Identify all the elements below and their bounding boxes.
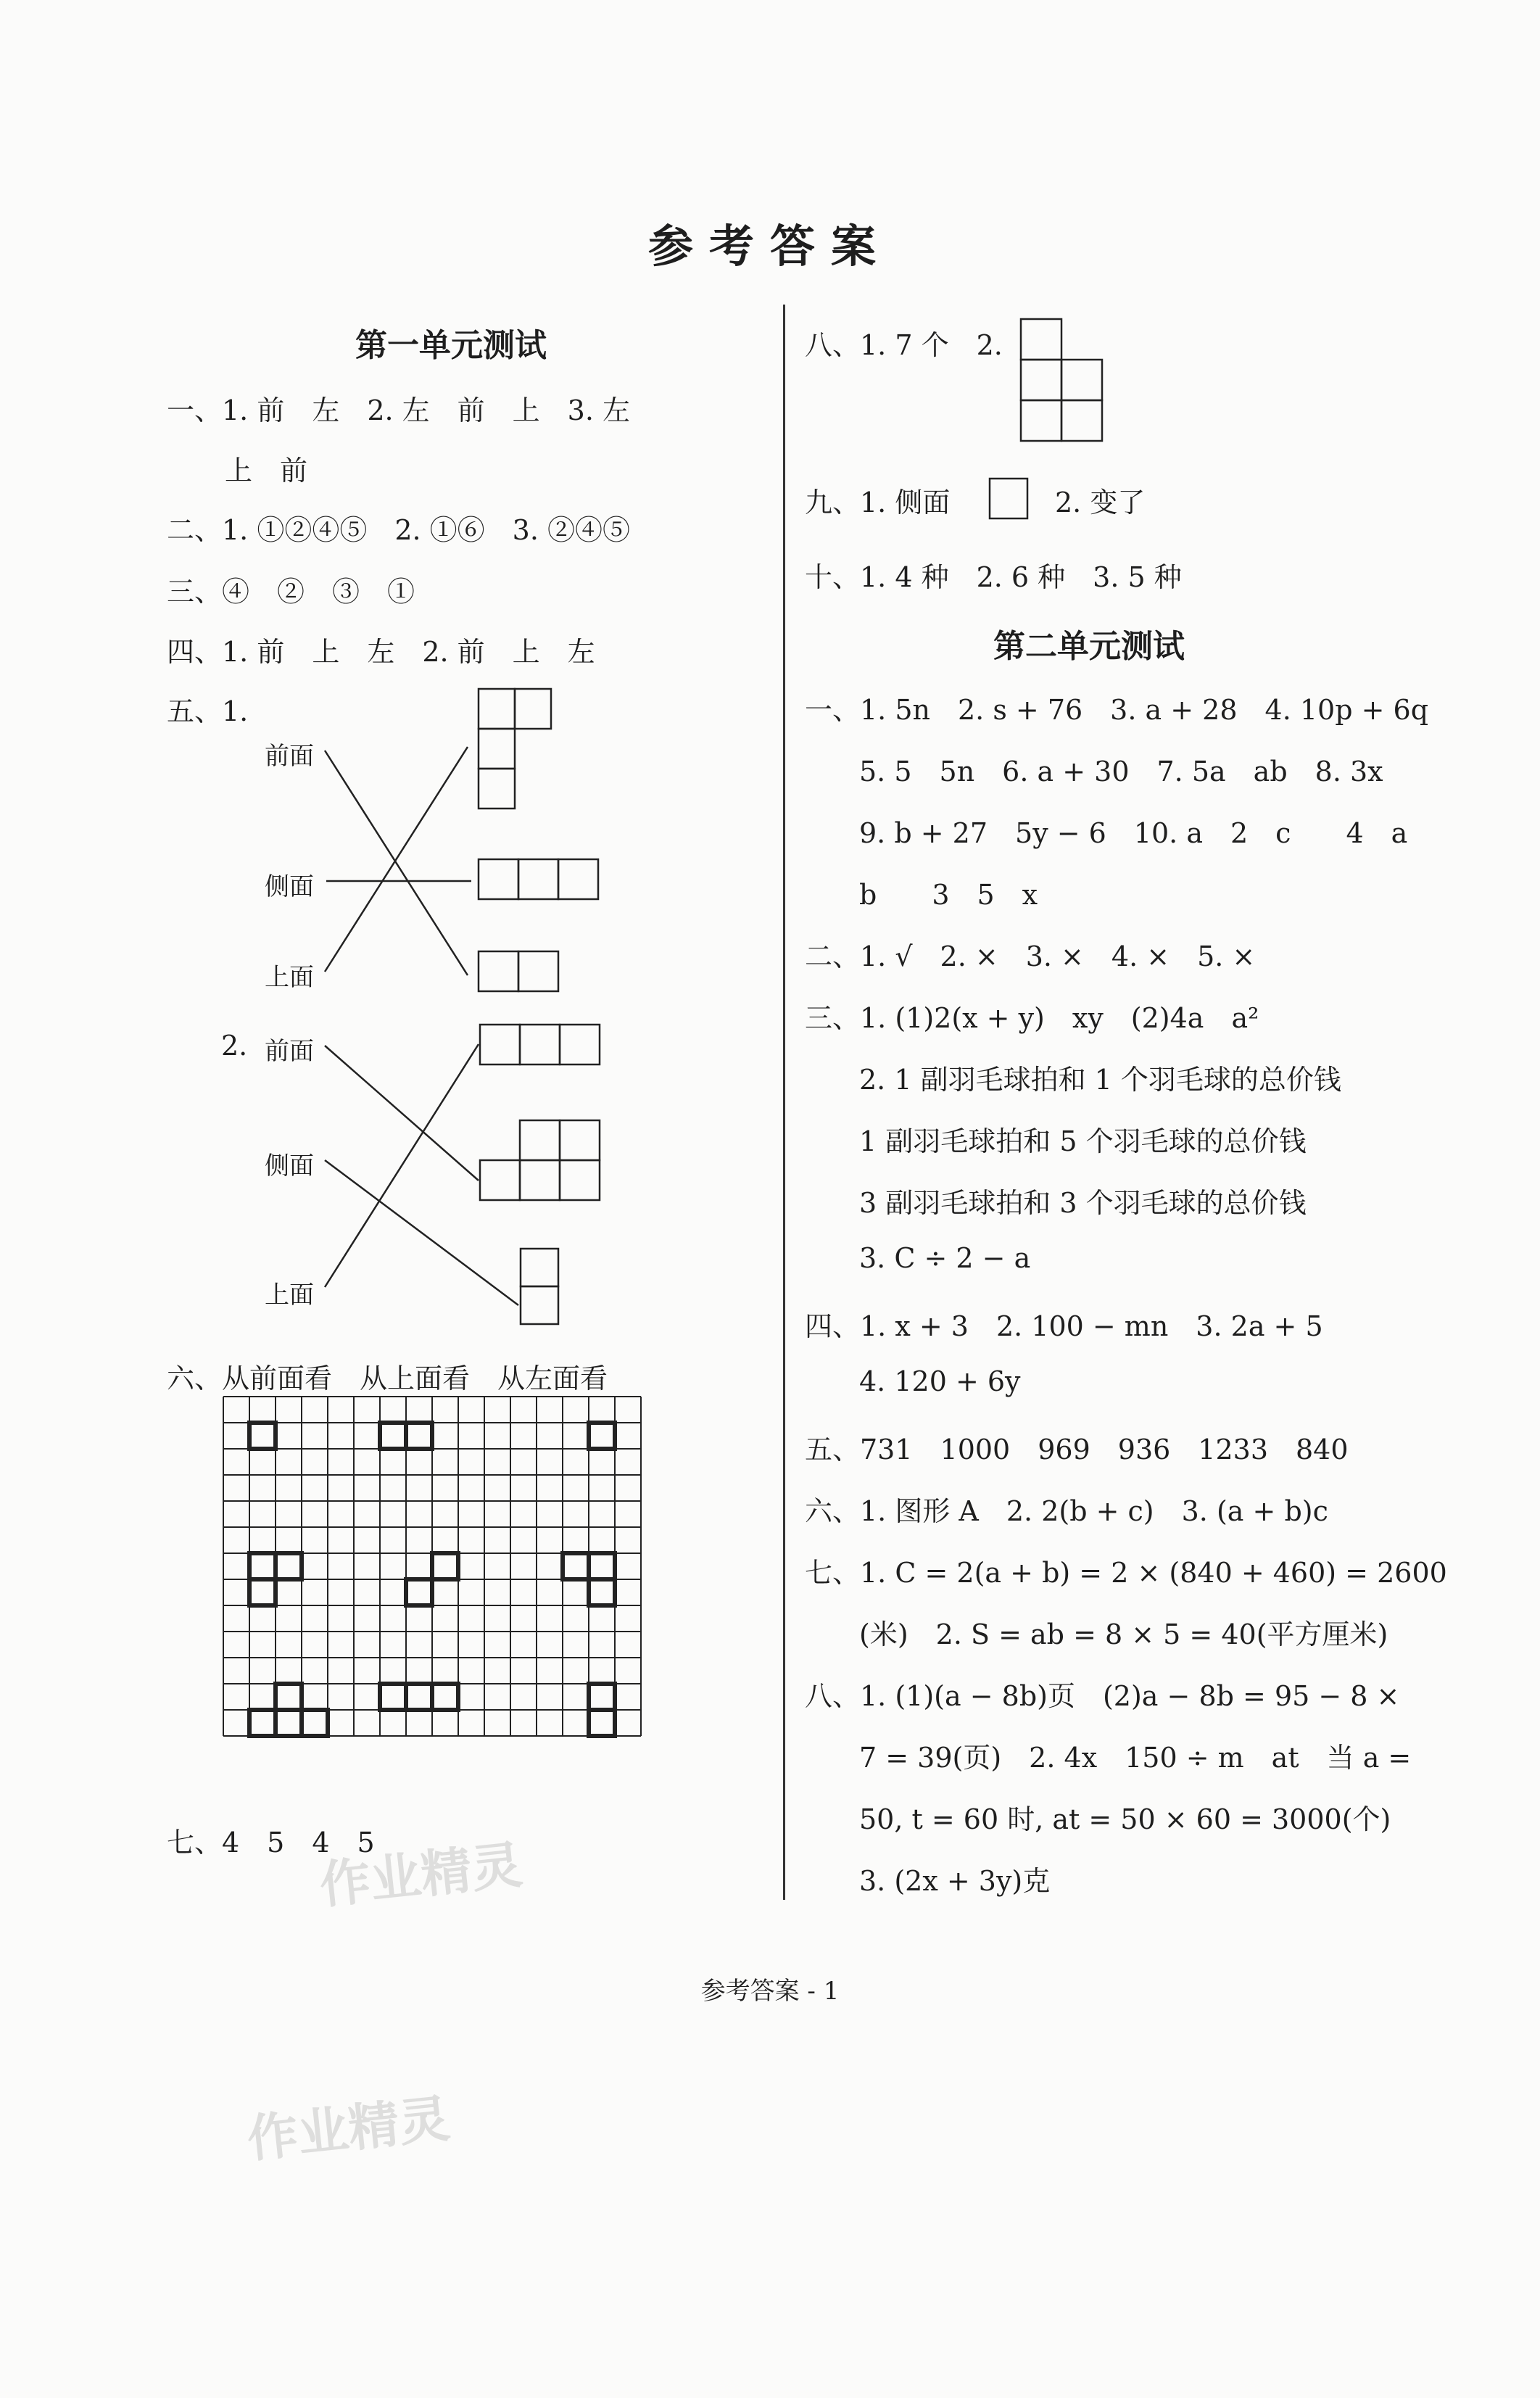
answer-line: 9. b + 27 5y − 6 10. a 2 c 4 a xyxy=(859,817,1408,849)
answer-line: 50, t = 60 时, at = 50 × 60 = 3000(个) xyxy=(859,1803,1391,1835)
watermark: 作业精灵 xyxy=(244,2088,453,2170)
answer-line: 十、1. 4 种 2. 6 种 3. 5 种 xyxy=(805,561,1182,593)
label-front: 前面 xyxy=(265,742,314,771)
shape-q9 xyxy=(990,479,1027,518)
answer-line: 四、1. 前 上 左 2. 前 上 左 xyxy=(167,636,595,668)
answer-line: 六、1. 图形 A 2. 2(b + c) 3. (a + b)c xyxy=(805,1495,1328,1527)
answer-line: 2. xyxy=(221,1030,248,1062)
answer-line: b 3 5 x xyxy=(859,879,1038,911)
shape-two-row xyxy=(479,951,558,991)
label-top: 上面 xyxy=(265,963,314,992)
unit1-heading: 第一单元测试 xyxy=(355,327,547,364)
answer-line: 九、1. 侧面 xyxy=(805,487,951,518)
page-title: 参考答案 xyxy=(647,220,892,273)
answer-line: 八、1. 7 个 2. xyxy=(805,329,1003,361)
answer-line: 7 = 39(页) 2. 4x 150 ÷ m at 当 a = xyxy=(859,1742,1412,1774)
unit2-heading: 第二单元测试 xyxy=(993,628,1185,665)
watermark: 作业精灵 xyxy=(317,1835,526,1916)
answer-line: 上 前 xyxy=(225,455,308,487)
answer-line: 一、1. 5n 2. s + 76 3. a + 28 4. 10p + 6q xyxy=(805,694,1429,726)
shape-column xyxy=(521,1249,558,1324)
answer-line: 五、1. xyxy=(167,695,249,727)
answer-line: 五、731 1000 969 936 1233 840 xyxy=(805,1434,1349,1465)
label-front: 前面 xyxy=(265,1037,314,1066)
answer-line: 二、1. √ 2. × 3. × 4. × 5. × xyxy=(805,940,1256,972)
label-top: 上面 xyxy=(265,1281,314,1310)
answer-line: 二、1. ①②④⑤ 2. ①⑥ 3. ②④⑤ xyxy=(167,514,631,546)
shape-L-vertical xyxy=(479,689,551,809)
shape-q8 xyxy=(1021,319,1102,441)
answer-line: 1 副羽毛球拍和 5 个羽毛球的总价钱 xyxy=(859,1125,1307,1157)
answer-line: 3. (2x + 3y)克 xyxy=(859,1865,1051,1897)
answer-line: 七、1. C = 2(a + b) = 2 × (840 + 460) = 2600 xyxy=(805,1557,1447,1589)
answer-line: 八、1. (1)(a − 8b)页 (2)a − 8b = 95 − 8 × xyxy=(805,1680,1400,1712)
shape-step xyxy=(480,1120,600,1200)
label-side: 侧面 xyxy=(265,1152,314,1181)
answer-line: 一、1. 前 左 2. 左 前 上 3. 左 xyxy=(167,394,631,426)
shape-three-row-top xyxy=(480,1025,600,1064)
answer-line: (米) 2. S = ab = 8 × 5 = 40(平方厘米) xyxy=(859,1618,1388,1650)
page-footer: 参考答案 - 1 xyxy=(700,1977,840,2006)
answer-line: 5. 5 5n 6. a + 30 7. 5a ab 8. 3x xyxy=(859,756,1383,787)
answer-line: 3. C ÷ 2 − a xyxy=(859,1242,1031,1274)
answer-line: 3 副羽毛球拍和 3 个羽毛球的总价钱 xyxy=(859,1187,1307,1219)
answer-line: 三、1. (1)2(x + y) xy (2)4a a² xyxy=(805,1002,1259,1034)
shape-three-row xyxy=(479,859,598,899)
answer-line: 2. 1 副羽毛球拍和 1 个羽毛球的总价钱 xyxy=(859,1064,1341,1096)
answer-line: 4. 120 + 6y xyxy=(859,1365,1021,1397)
answer-line: 2. 变了 xyxy=(1055,487,1146,518)
answer-line: 六、从前面看 从上面看 从左面看 xyxy=(167,1363,608,1394)
answer-line: 七、4 5 4 5 xyxy=(167,1827,375,1859)
answer-line: 三、④ ② ③ ① xyxy=(167,576,415,608)
answer-line: 四、1. x + 3 2. 100 − mn 3. 2a + 5 xyxy=(805,1310,1323,1342)
label-side: 侧面 xyxy=(265,872,314,901)
